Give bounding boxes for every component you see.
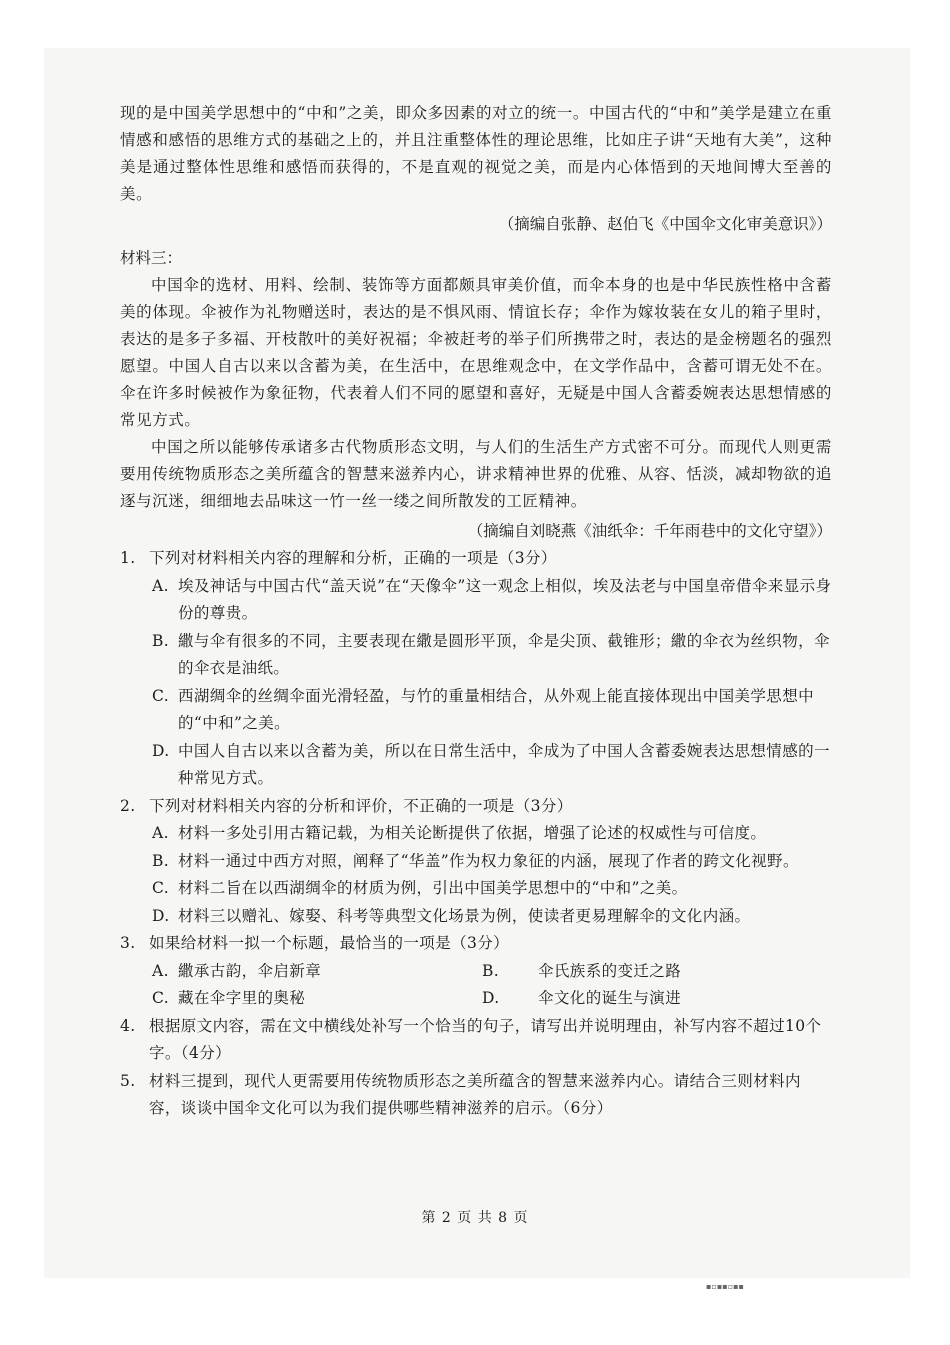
option-c bbox=[120, 683, 832, 738]
option-text: 材料二旨在以西湖绸伞的材质为例，引出中国美学思想中的“中和”之美。 bbox=[178, 879, 688, 897]
option-b bbox=[120, 848, 832, 876]
option-c bbox=[120, 875, 832, 903]
page-number: 第 2 页 共 8 页 bbox=[421, 1210, 529, 1226]
option-text: 繖承古韵，伞启新章 bbox=[178, 961, 322, 980]
question-number: 4. bbox=[120, 1016, 136, 1035]
question-1 bbox=[120, 545, 832, 793]
option-text: 伞氏族系的变迁之路 bbox=[538, 961, 682, 980]
question-2 bbox=[120, 793, 832, 931]
option-d bbox=[120, 903, 832, 931]
option-d bbox=[482, 985, 824, 1013]
option-c bbox=[120, 985, 482, 1013]
source-citation-2: （摘编自刘晓燕《油纸伞：千年雨巷中的文化守望》） bbox=[467, 522, 832, 540]
question-stem: 下列对材料相关内容的理解和分析，正确的一项是（3分） bbox=[149, 549, 557, 567]
continuation-paragraph: 现的是中国美学思想中的“中和”之美，即众多因素的对立的统一。中国古代的“中和”美学是建立在重情感和感悟的思维方式的基础之上的，并且注重整体性的理论思维，比如庄子讲“天地有大美”，这种美是通过整体性思维和感悟而获得的，不是直观的视觉之美，而是内心体悟到的天地间博大至善的美。 bbox=[120, 104, 832, 203]
question-stem: 下列对材料相关内容的分析和评价，不正确的一项是（3分） bbox=[149, 796, 573, 815]
option-letter: B. bbox=[152, 851, 170, 870]
question-3 bbox=[120, 930, 832, 1013]
material-3-paragraph-2: 中国之所以能够传承诸多古代物质形态文明，与人们的生活生产方式密不可分。而现代人则更需要用传统物质形态之美所蕴含的智慧来滋养内心，讲求精神世界的优雅、从容、恬淡，减却物欲的追逐与沉迷，细细地去品味这一竹一丝一缕之间所散发的工匠精神。 bbox=[120, 438, 832, 510]
question-number: 5. bbox=[120, 1071, 136, 1090]
question-stem: 材料三提到，现代人更需要用传统物质形态之美所蕴含的智慧来滋养内心。请结合三则材料内容，谈谈中国伞文化可以为我们提供哪些精神滋养的启示。（6分） bbox=[149, 1071, 801, 1117]
option-b bbox=[482, 958, 824, 986]
option-text: 伞文化的诞生与演进 bbox=[538, 989, 682, 1007]
option-text: 材料一多处引用古籍记载，为相关论断提供了依据，增强了论述的权威性与可信度。 bbox=[178, 824, 767, 842]
option-letter: C. bbox=[152, 686, 170, 705]
option-letter: A. bbox=[152, 824, 169, 842]
question-5 bbox=[120, 1068, 832, 1123]
option-b bbox=[120, 628, 832, 683]
option-a bbox=[120, 958, 482, 986]
option-d bbox=[120, 738, 832, 793]
option-a bbox=[120, 820, 832, 848]
question-number: 2. bbox=[120, 796, 136, 815]
question-stem: 根据原文内容，需在文中横线处补写一个恰当的句子，请写出并说明理由，补写内容不超过10个字。（4分） bbox=[149, 1016, 822, 1062]
option-letter: D. bbox=[152, 906, 170, 925]
option-letter: C. bbox=[152, 989, 170, 1007]
option-text: 西湖绸伞的丝绸伞面光滑轻盈，与竹的重量相结合，从外观上能直接体现出中国美学思想中的“中和”之美。 bbox=[178, 686, 815, 732]
option-letter: C. bbox=[152, 879, 170, 897]
source-citation-1: （摘编自张静、赵伯飞《中国伞文化审美意识》） bbox=[498, 215, 832, 233]
option-text: 藏在伞字里的奥秘 bbox=[178, 989, 306, 1007]
material-3-heading: 材料三： bbox=[120, 249, 183, 267]
option-text: 埃及神话与中国古代“盖天说”在“天像伞”这一观念上相似，埃及法老与中国皇帝借伞来显示身份的尊贵。 bbox=[178, 576, 832, 622]
question-number: 1. bbox=[120, 549, 136, 567]
page-content bbox=[120, 100, 832, 1123]
question-stem: 如果给材料一拟一个标题，最恰当的一项是（3分） bbox=[149, 934, 510, 952]
material-3-paragraph-1: 中国伞的选材、用料、绘制、装饰等方面都颇具审美价值，而伞本身的也是中华民族性格中含蓄美的体现。伞被作为礼物赠送时，表达的是不惧风雨、情谊长存；伞作为嫁妆装在女儿的箱子里时，表达的是多子多福、开枝散叶的美好祝福；伞被赶考的举子们所携带之时，表达的是金榜题名的强烈愿望。中国人自古以来以含蓄为美，在生活中，在思维观念中，在文学作品中，含蓄可谓无处不在。伞在许多时候被作为象征物，代表着人们不同的愿望和喜好，无疑是中国人含蓄委婉表达思想情感的常见方式。 bbox=[120, 276, 832, 429]
option-text: 繖与伞有很多的不同，主要表现在繖是圆形平顶，伞是尖顶、截锥形；繖的伞衣为丝织物，伞的伞衣是油纸。 bbox=[178, 631, 830, 677]
question-4 bbox=[120, 1013, 832, 1068]
option-a bbox=[120, 573, 832, 628]
option-text: 中国人自古以来以含蓄为美，所以在日常生活中，伞成为了中国人含蓄委婉表达思想情感的一种常见方式。 bbox=[178, 741, 830, 787]
option-text: 材料三以赠礼、嫁娶、科考等典型文化场景为例，使读者更易理解伞的文化内涵。 bbox=[178, 906, 751, 925]
option-letter: A. bbox=[152, 576, 169, 595]
option-letter: B. bbox=[152, 631, 170, 650]
option-letter: B. bbox=[482, 961, 500, 980]
option-letter: D. bbox=[482, 989, 500, 1007]
option-letter: D. bbox=[152, 741, 170, 760]
question-number: 3. bbox=[120, 934, 136, 952]
option-row bbox=[120, 985, 832, 1013]
scan-watermark-mark: ▪▫▪▪▫▪▪ bbox=[706, 1284, 744, 1290]
option-row bbox=[120, 958, 832, 986]
option-text: 材料一通过中西方对照，阐释了“华盖”作为权力象征的内涵，展现了作者的跨文化视野。 bbox=[178, 851, 799, 870]
option-letter: A. bbox=[152, 961, 169, 980]
